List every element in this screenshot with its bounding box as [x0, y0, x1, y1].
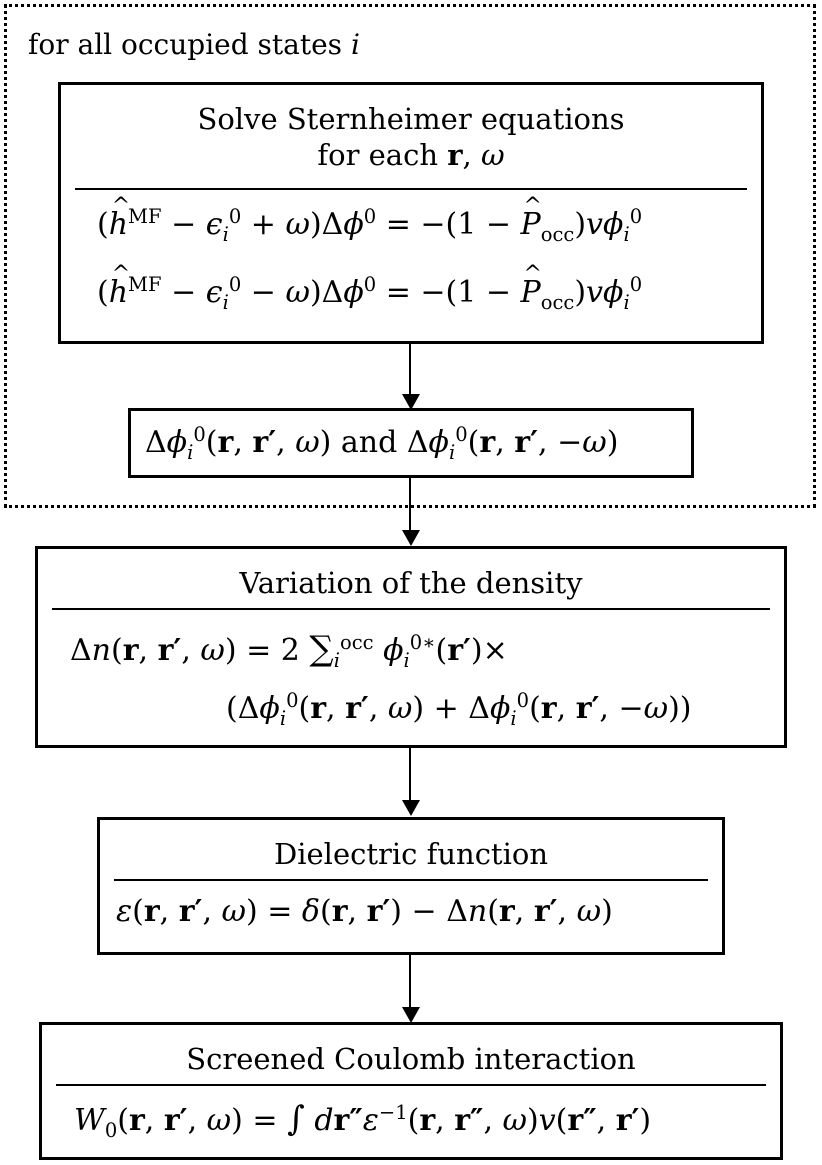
arrow-2-head [402, 530, 420, 546]
loop-label-var: i [350, 28, 360, 61]
delta-phi-eq: $\Delta\phi_i^0(r$, r′, ω) and $\Delta\phi_i^0(r$, r′, −ω) [145, 423, 619, 464]
sternheimer-title-line1: Solve Sternheimer equations [197, 102, 625, 136]
screened-coulomb-title: Screened Coulomb interaction [186, 1042, 636, 1076]
density-eq-line1: Δn(r, r′, ω) = 2 $\sum_i^{occ}$ $\phi_i^{0∗}(r')\times$ [70, 629, 508, 672]
dielectric-eq: ε(r, r′, ω) = δ(r, r′) − Δn(r, r′, ω) [116, 894, 613, 929]
screened-coulomb-divider [56, 1084, 766, 1086]
sternheimer-box [58, 82, 764, 344]
delta-phi-and: and [340, 425, 398, 460]
loop-label-text: for all occupied states [28, 28, 343, 61]
density-eq-line2: ($\Delta\phi_i^0(r$, r′, $\omega) + \Delta\phi_i^0(r$, r′, −ω)) [226, 689, 692, 730]
dielectric-box [97, 817, 725, 955]
density-title: Variation of the density [239, 566, 583, 600]
loop-label [28, 28, 360, 61]
arrow-3-head [402, 800, 420, 816]
density-divider [52, 608, 770, 610]
sternheimer-eq-minus: (^ $h^{MF} - \epsilon_i^0 - \omega)\Delta\phi^0 = -(1$ − ^ $P_{occ})v\phi_i^0$ [97, 275, 642, 310]
sternheimer-title-line2: for each r, ω [317, 138, 505, 173]
dielectric-title: Dielectric function [273, 837, 548, 871]
screened-coulomb-eq: $W_0(r$, r′, ω) = ∫ $dr''\varepsilon^{-1}(r$, r″, ω)v(r″, r′) [74, 1099, 652, 1142]
arrow-3 [409, 748, 411, 802]
density-box [35, 546, 787, 748]
delta-phi-box [128, 408, 694, 478]
sternheimer-title [61, 101, 761, 174]
dielectric-divider [114, 879, 708, 881]
arrow-4-head [402, 1007, 420, 1023]
sternheimer-divider [75, 188, 747, 190]
arrow-2 [409, 478, 411, 532]
arrow-4 [409, 955, 411, 1009]
arrow-1 [409, 344, 411, 396]
sternheimer-eq-plus: (^ $h^{MF} - \epsilon_i^0 + \omega)\Delta\phi^0 = -(1$ − ^ $P_{occ})v\phi_i^0$ [97, 207, 642, 242]
sternheimer-title-prefix: for each [317, 138, 439, 173]
screened-coulomb-box [39, 1022, 783, 1160]
